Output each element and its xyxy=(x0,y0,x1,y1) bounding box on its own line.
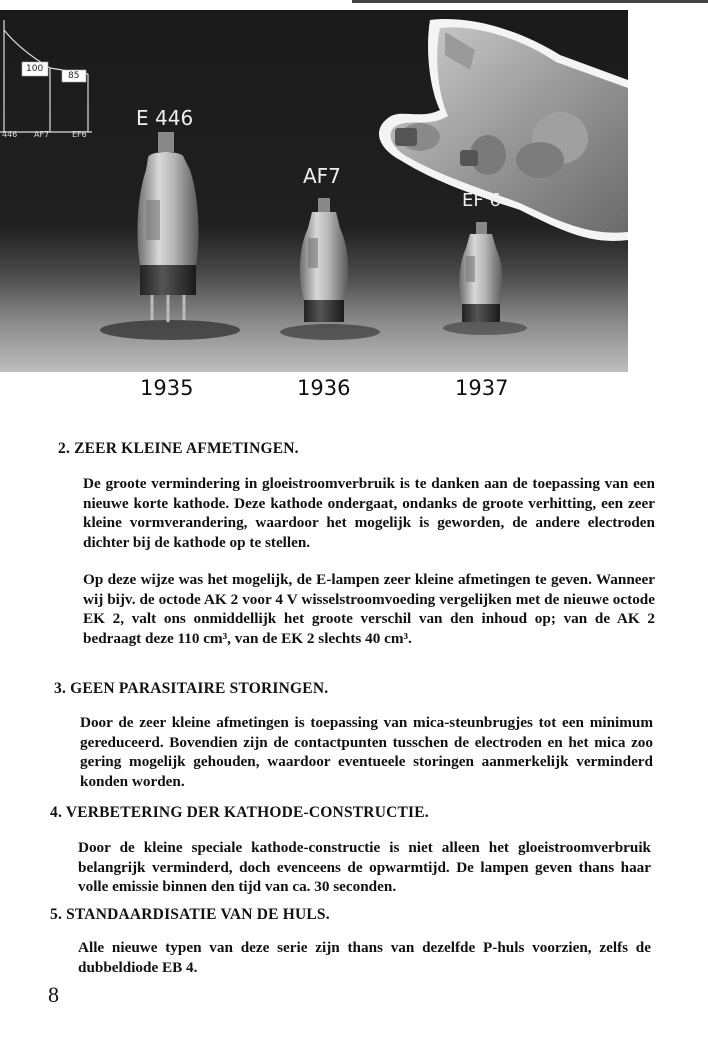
tube-illustration xyxy=(0,10,628,372)
section-5-paragraph-1: Alle nieuwe typen van deze serie zijn thans van dezelfde P-huls voorzien, zelfs de dubbeldiode EB 4. xyxy=(78,939,651,976)
section-3-paragraph-1: Door de zeer kleine afmetingen is toepassing van mica-steunbrugjes tot een minimum gereduceerd. Bovendien zijn de contactpunten tusschen de electroden en het mica zoo gering mogelijk gehouden, waardoor eventueele storingen aanmerkelijk verminderd konden worden. xyxy=(80,714,653,790)
tube-label-e446: E 446 xyxy=(136,106,194,130)
year-1936: 1936 xyxy=(297,376,351,400)
tube-ef6 xyxy=(459,222,502,322)
tube-photograph xyxy=(0,10,628,372)
tube-label-af7: AF7 xyxy=(303,164,341,188)
chart-label-85: 85 xyxy=(68,71,80,81)
tube-e446 xyxy=(138,132,199,322)
chart-axis-446: 446 xyxy=(2,130,18,139)
section-2-paragraph-1: De groote vermindering in gloeistroomverbruik is te danken aan de toepassing van een nieuwe korte kathode. Deze kathode ondergaat, ondanks de groote verhitting, een zeer kleine vormverandering, waardoor het mogelijk is geworden, de andere electroden dichter bij de kathode op te stellen. xyxy=(83,475,655,551)
section-2-paragraph-2: Op deze wijze was het mogelijk, de E-lampen zeer kleine afmetingen te geven. Wanneer wij bijv. de octode AK 2 voor 4 V wisselstroomvoeding vergelijken met de nieuwe octode EK 2, valt ons onmiddellijk het groote verschil van den inhoud op; van de AK 2 bedraagt deze 110 cm³, van de EK 2 slechts 40 cm³. xyxy=(83,571,655,647)
year-1937: 1937 xyxy=(455,376,509,400)
section-heading-5: 5. STANDAARDISATIE VAN DE HULS. xyxy=(50,906,330,923)
chart-label-100: 100 xyxy=(26,64,44,74)
chart-axis-ef6: EF6 xyxy=(72,130,87,139)
page-number: 8 xyxy=(48,982,59,1007)
tube-label-ef6: EF 6 xyxy=(462,190,501,211)
section-heading-3: 3. GEEN PARASITAIRE STORINGEN. xyxy=(54,680,329,697)
tube-af7 xyxy=(300,198,348,322)
section-heading-4: 4. VERBETERING DER KATHODE-CONSTRUCTIE. xyxy=(50,804,429,821)
top-rule xyxy=(352,0,708,3)
year-1935: 1935 xyxy=(140,376,194,400)
section-heading-2: 2. ZEER KLEINE AFMETINGEN. xyxy=(58,440,299,457)
chart-axis-af7: AF7 xyxy=(34,130,50,139)
section-4-paragraph-1: Door de kleine speciale kathode-constructie is niet alleen het gloeistroomverbruik belangrijk verminderd, doch evenceens de opwarmtijd. De lampen geven thans haar volle emissie binnen den tijd van ca. 30 seconden. xyxy=(78,839,651,896)
hand-with-small-tubes xyxy=(379,19,628,241)
